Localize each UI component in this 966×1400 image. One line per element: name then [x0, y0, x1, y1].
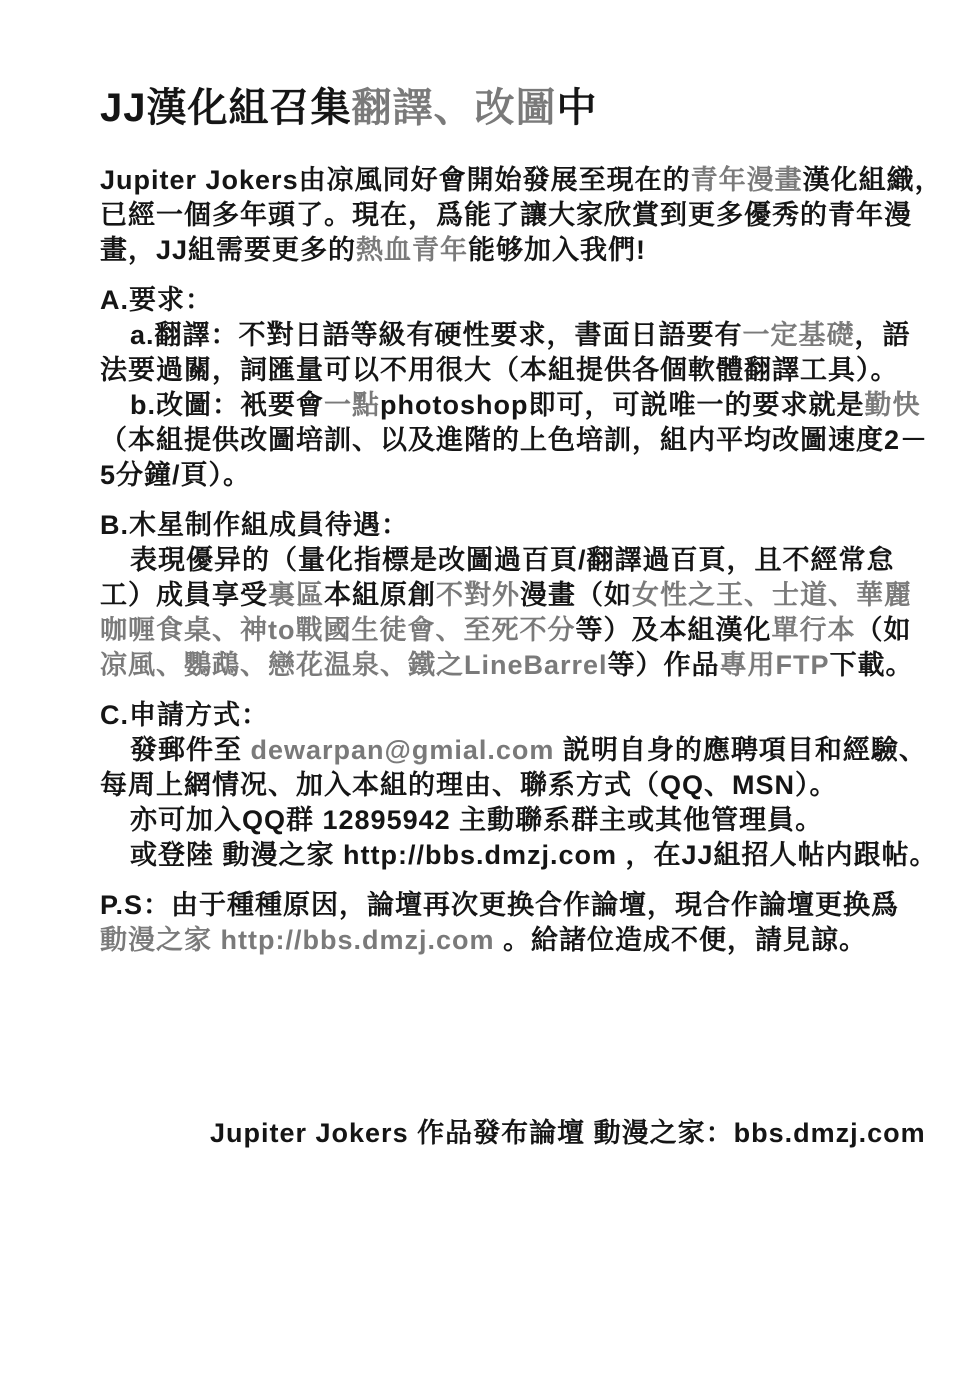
document-body	[100, 163, 943, 958]
text-run: 能够加入我們!	[468, 235, 647, 265]
text-run: 等）及本組漢化	[575, 615, 772, 645]
highlighted-text-run: 青年漫畫	[690, 165, 803, 195]
text-line	[100, 423, 929, 458]
highlighted-text-run: 女性之王、士道、華麗	[632, 580, 912, 610]
section-postscript	[100, 888, 900, 958]
text-run: C.申請方式：	[100, 700, 269, 730]
section-intro	[100, 163, 943, 268]
highlighted-text-run: 裏區	[268, 580, 324, 610]
text-line	[100, 543, 895, 578]
text-run: 工）成員享受	[100, 580, 268, 610]
text-run: A.要求：	[100, 285, 213, 315]
text-run: 發郵件至	[130, 735, 251, 765]
highlighted-text-run: 單行本	[771, 615, 856, 645]
text-run: 每周上網情况、加入本組的理由、聯系方式（QQ、MSN）。	[100, 770, 838, 800]
text-run: 法要過關，詞匯量可以不用很大（本組提供各個軟體翻譯工具）。	[100, 355, 899, 385]
text-line	[100, 923, 876, 958]
text-line	[100, 163, 943, 198]
highlighted-text-run: 專用FTP	[719, 650, 830, 680]
text-line	[100, 613, 912, 648]
text-run: 等）作品	[607, 650, 720, 680]
text-line	[100, 838, 938, 873]
text-run: （如	[855, 615, 912, 645]
text-line	[100, 578, 912, 613]
highlighted-text-run: 一定基礎	[742, 320, 855, 350]
text-line	[100, 508, 876, 543]
footer-line	[100, 1111, 926, 1150]
text-run: photoshop即可，可説唯一的要求就是	[380, 390, 865, 420]
text-line	[100, 198, 912, 233]
text-run: b.改圖：衹要會	[130, 390, 324, 420]
highlighted-text-run: dewarpan@gmial.com	[250, 735, 555, 765]
highlighted-text-run: 不對外	[436, 580, 520, 610]
text-line	[100, 283, 876, 318]
text-line	[100, 698, 876, 733]
text-run: Jupiter Jokers由凉風同好會開始發展至現在的	[100, 165, 691, 195]
text-run: 説明自身的應聘項目和經驗、	[554, 735, 927, 765]
highlighted-text-run: 勤快	[864, 390, 921, 420]
section-benefits	[100, 508, 914, 683]
text-run: B.木星制作組成員待遇：	[100, 510, 409, 540]
highlighted-text-run: 動漫之家 http://bbs.dmzj.com	[100, 925, 503, 955]
text-run: 本組原創	[324, 580, 436, 610]
text-run: （本組提供改圖培訓、以及進階的上色培訓，組内平均改圖速度2－	[100, 425, 929, 455]
text-run: P.S：由于種種原因，論壇再次更换合作論壇，現合作論壇更换爲	[100, 890, 900, 920]
highlighted-text-run: 凉風、鸚鵡、戀花温泉、鐵之LineBarrel	[100, 650, 608, 680]
text-run: 中	[556, 86, 598, 130]
text-run: 亦可加入QQ群 12895942 主動聯系群主或其他管理員。	[130, 805, 824, 835]
text-run: 已經一個多年頭了。現在，爲能了讓大家欣賞到更多優秀的青年漫	[100, 200, 912, 230]
text-run: 畫，JJ組需要更多的	[100, 235, 357, 265]
text-run: JJ漢化組召集	[100, 86, 352, 130]
text-run: a.翻譯：不對日語等級有硬性要求，書面日語要有	[130, 320, 743, 350]
text-line	[100, 353, 899, 388]
text-run: ，語	[854, 320, 911, 350]
text-line	[100, 648, 914, 683]
text-run: 漢化組織，	[802, 165, 943, 195]
text-run: Jupiter Jokers 作品發布論壇 動漫之家：bbs.dmzj.com	[210, 1118, 926, 1148]
highlighted-text-run: 咖喱食桌、神to戰國生徒會、至死不分	[100, 615, 576, 645]
text-line	[100, 888, 900, 923]
section-requirements	[100, 283, 929, 493]
text-run: 。給諸位造成不便，請見諒。	[503, 925, 867, 955]
text-line	[100, 458, 876, 493]
text-run: 漫畫（如	[520, 580, 632, 610]
text-run: 或登陸 動漫之家 http://bbs.dmzj.com ，在JJ組招人帖内跟帖。	[130, 840, 938, 870]
text-line	[100, 388, 921, 423]
section-apply	[100, 698, 938, 873]
text-line	[100, 318, 911, 353]
page-title	[100, 86, 876, 130]
text-run: 表現優异的（量化指標是改圖過百頁/翻譯過百頁，且不經常怠	[130, 545, 895, 575]
highlighted-text-run: 一點	[324, 390, 380, 420]
highlighted-text-run: 熱血青年	[356, 235, 469, 265]
text-line	[100, 233, 876, 268]
text-line	[100, 803, 876, 838]
highlighted-text-run: 翻譯、改圖	[351, 86, 557, 130]
text-run: 5分鐘/頁）。	[100, 460, 252, 490]
text-run: 下載。	[829, 650, 914, 680]
text-line	[100, 733, 927, 768]
text-line	[100, 768, 876, 803]
